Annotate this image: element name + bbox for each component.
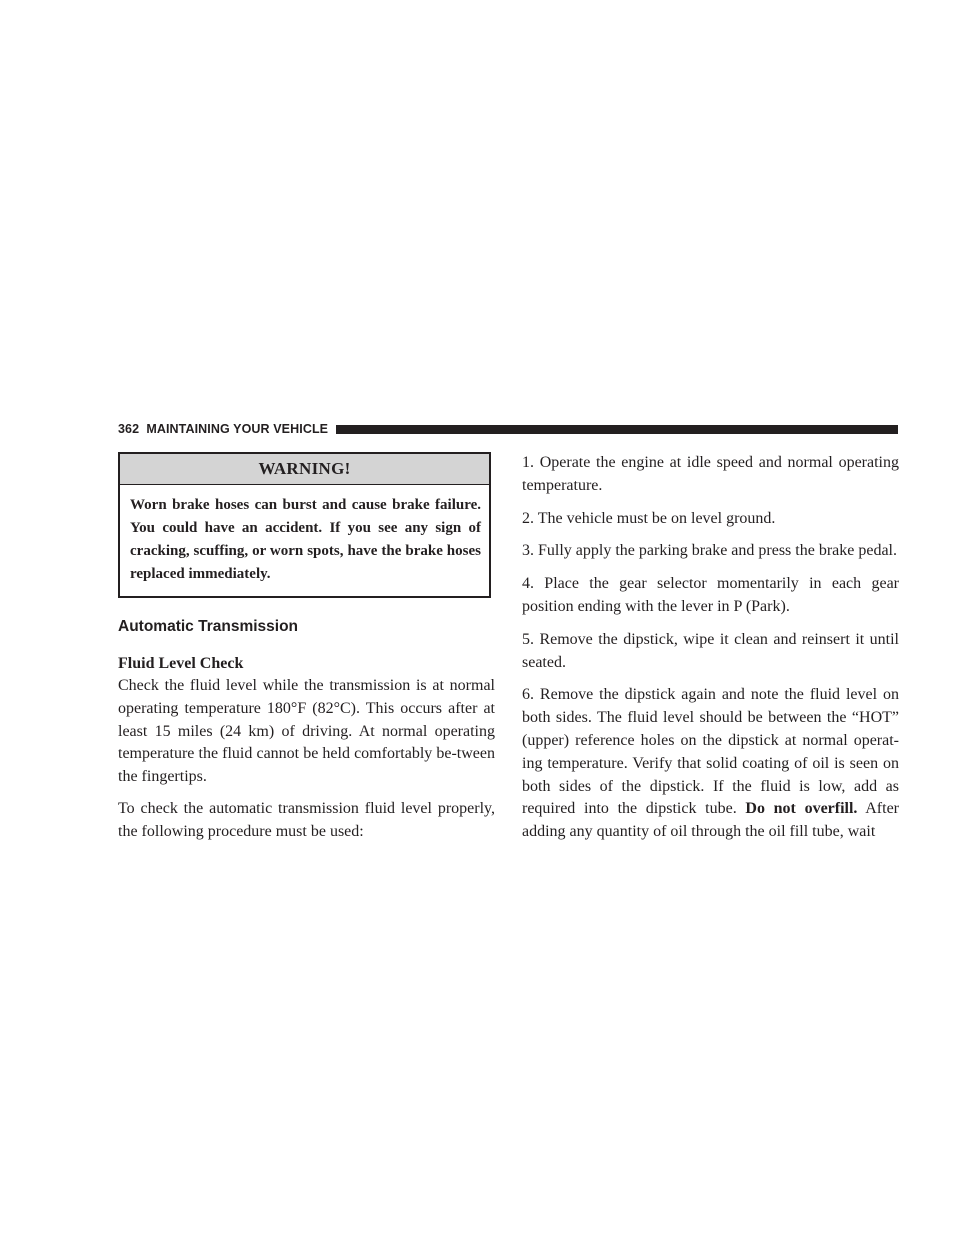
step-6-text: 6. Remove the dipstick again and note the fluid level on both sides. The fluid level should be between the “HOT” (upper) reference holes on the dipstick at normal operat-ing temperature. Verify that solid coating of oil is seen on both sides of the dipstick. If the fluid is low, add as required into the dipstick tube. <box>522 686 899 818</box>
sub-title: Fluid Level Check <box>118 655 244 672</box>
section-name: MAINTAINING YOUR VEHICLE <box>146 422 329 436</box>
page-header-text <box>118 422 328 436</box>
fluid-check-paragraph: Check the fluid level while the transmission is at normal operating temperature 180°F (82°C). This occurs after at least 15 miles (24 km) of driving. At normal operating temperature the fluid cannot be held comfortably be-tween the fingertips. <box>118 677 495 786</box>
page-header <box>118 421 898 437</box>
step-4: 4. Place the gear selector momentarily in each gear position ending with the lever in P (Park). <box>522 575 899 615</box>
warning-text: Worn brake hoses can burst and cause brake failure. You could have an accident. If you see any sign of cracking, scuffing, or worn spots, have the brake hoses replaced immediately. <box>130 497 481 582</box>
step-3: 3. Fully apply the parking brake and press the brake pedal. <box>522 542 897 560</box>
step-6-emphasis: Do not overfill. <box>745 800 858 818</box>
step-6-text-after: After adding any quantity of oil through the oil fill tube, wait <box>522 800 900 841</box>
warning-title: WARNING! <box>120 454 489 485</box>
procedure-intro-paragraph: To check the automatic transmission fluid level properly, the following procedure must be used: <box>118 799 495 840</box>
step-1: 1. Operate the engine at idle speed and normal operating temperature. <box>522 454 899 494</box>
right-column <box>522 452 899 844</box>
section-title: Automatic Transmission <box>118 618 299 635</box>
step-6 <box>522 684 899 844</box>
left-column <box>118 452 495 844</box>
step-5: 5. Remove the dipstick, wipe it clean and reinsert it until seated. <box>522 630 899 671</box>
warning-box <box>118 452 491 598</box>
step-2: 2. The vehicle must be on level ground. <box>522 509 776 527</box>
page-number: 362 <box>118 422 140 436</box>
header-rule <box>336 425 898 434</box>
